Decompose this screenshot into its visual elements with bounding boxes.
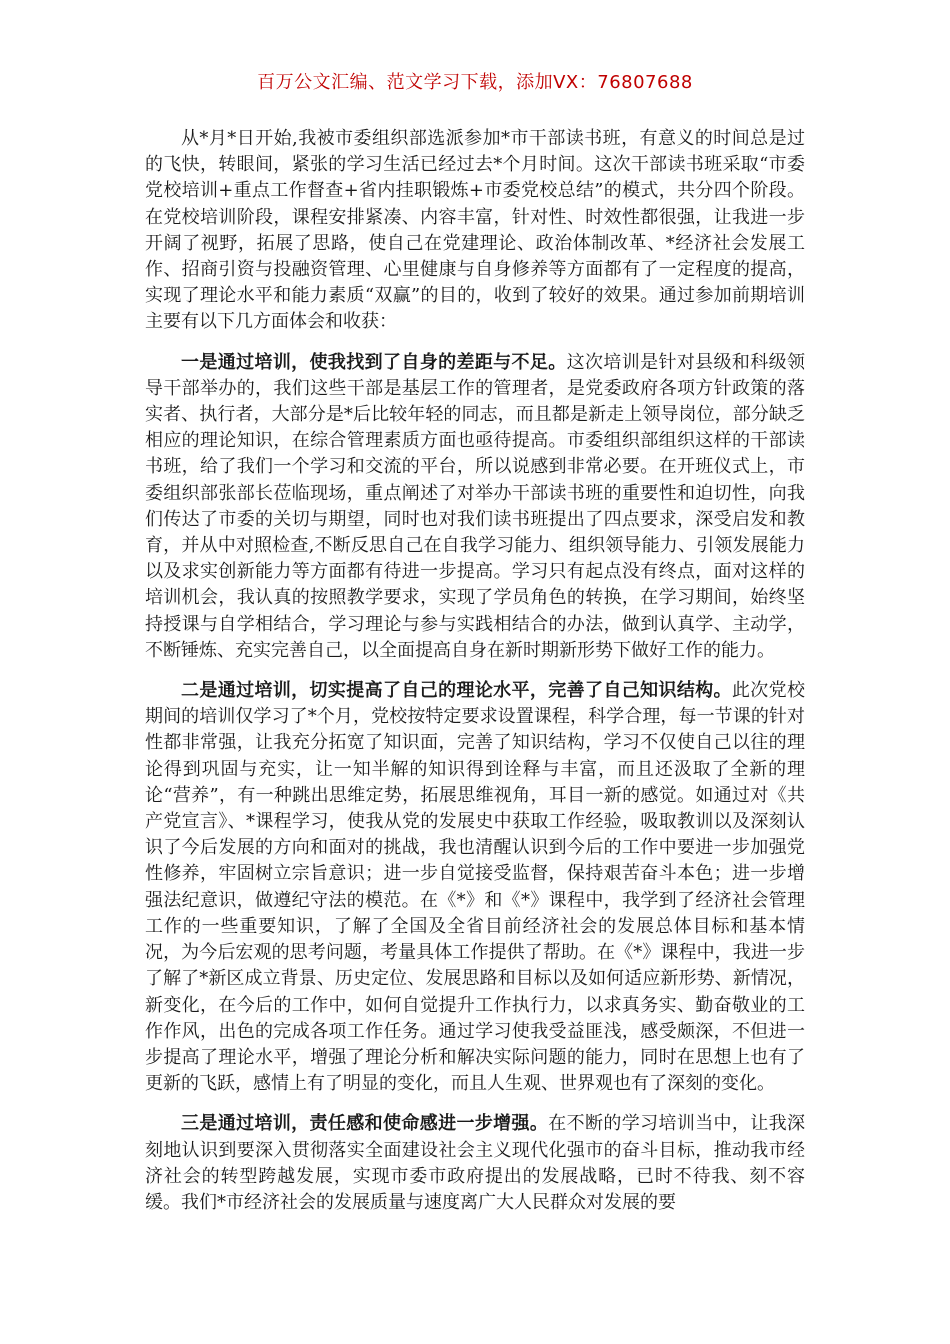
- paragraph-point-one: [145, 350, 805, 664]
- paragraph-text: 这次培训是针对县级和科级领导干部举办的，我们这些干部是基层工作的管理者，是党委政府各项方针政策的落实者、执行者，大部分是*后比较年轻的同志，而且都是新走上领导岗位，部分缺乏相应的理论知识，在综合管理素质方面也亟待提高。市委组织部组织这样的干部读书班，给了我们一个学习和交流的平台，所以说感到非常必要。在开班仪式上，市委组织部张部长莅临现场，重点阐述了对举办干部读书班的重要性和迫切性，向我们传达了市委的关切与期望，同时也对我们读书班提出了四点要求，深受启发和教育，并从中对照检查,不断反思自己在自我学习能力、组织领导能力、引领发展能力以及求实创新能力等方面都有待进一步提高。学习只有起点没有终点，面对这样的培训机会，我认真的按照教学要求，实现了学员角色的转换，在学习期间，始终坚持授课与自学相结合，学习理论与参与实践相结合的办法，做到认真学、主动学，不断锤炼、充实完善自己，以全面提高自身在新时期新形势下做好工作的能力。: [145, 351, 806, 661]
- paragraph-intro: [145, 126, 805, 336]
- paragraph-point-two: [145, 678, 805, 1097]
- watermark-banner: 百万公文汇编、范文学习下载，添加VX：76807688: [257, 72, 693, 93]
- paragraph-text: 在不断的学习培训当中，让我深刻地认识到要深入贯彻落实全面建设社会主义现代化强市的奋斗目标，推动我市经济社会的转型跨越发展，实现市委市政府提出的发展战略，已时不待我、刻不容缓。我们*市经济社会的发展质量与速度离广大人民群众对发展的要: [145, 1113, 806, 1213]
- paragraph-lead: 二是通过培训，切实提高了自己的理论水平，完善了自己知识结构。: [181, 680, 732, 702]
- paragraph-point-three: [145, 1111, 805, 1216]
- paragraph-lead: 三是通过培训，责任感和使命感进一步增强。: [181, 1113, 549, 1135]
- paragraph-text: 此次党校期间的培训仅学习了*个月，党校按特定要求设置课程，科学合理，每一节课的针对性都非常强，让我充分拓宽了知识面，完善了知识结构，学习不仅使自己以往的理论得到巩固与充实，让一知半解的知识得到诠释与丰富，而且还汲取了全新的理论“营养”，有一种跳出思维定势，拓展思维视角，耳目一新的感觉。如通过对《共产党宣言》、*课程学习，使我从党的发展史中获取工作经验，吸取教训以及深刻认识了今后发展的方向和面对的挑战，我也清醒认识到今后的工作中要进一步加强党性修养，牢固树立宗旨意识；进一步自觉接受监督，保持艰苦奋斗本色；进一步增强法纪意识，做遵纪守法的模范。在《*》和《*》课程中，我学到了经济社会管理工作的一些重要知识，了解了全国及全省目前经济社会的发展总体目标和基本情况，为今后宏观的思考问题，考量具体工作提供了帮助。在《*》课程中，我进一步了解了*新区成立背景、历史定位、发展思路和目标以及如何适应新形势、新情况，新变化，在今后的工作中，如何自觉提升工作执行力，以求真务实、勤奋敬业的工作作风，出色的完成各项工作任务。通过学习使我受益匪浅，感受颇深，不但进一步提高了理论水平，增强了理论分析和解决实际问题的能力，同时在思想上也有了更新的飞跃，感情上有了明显的变化，而且人生观、世界观也有了深刻的变化。: [145, 680, 805, 1095]
- document-body: [145, 126, 805, 1230]
- paragraph-lead: 一是通过培训，使我找到了自身的差距与不足。: [181, 351, 567, 373]
- paragraph-text: 从*月*日开始,我被市委组织部选派参加*市干部读书班，有意义的时间总是过的飞快，转眼间，紧张的学习生活已经过去*个月时间。这次干部读书班采取“市委党校培训+重点工作督查+省内挂职锻炼+市委党校总结”的模式，共分四个阶段。在党校培训阶段，课程安排紧凑、内容丰富，针对性、时效性都很强，让我进一步开阔了视野，拓展了思路，使自己在党建理论、政治体制改革、*经济社会发展工作、招商引资与投融资管理、心里健康与自身修养等方面都有了一定程度的提高，实现了理论水平和能力素质“双赢”的目的，收到了较好的效果。通过参加前期培训主要有以下几方面体会和收获：: [145, 128, 805, 333]
